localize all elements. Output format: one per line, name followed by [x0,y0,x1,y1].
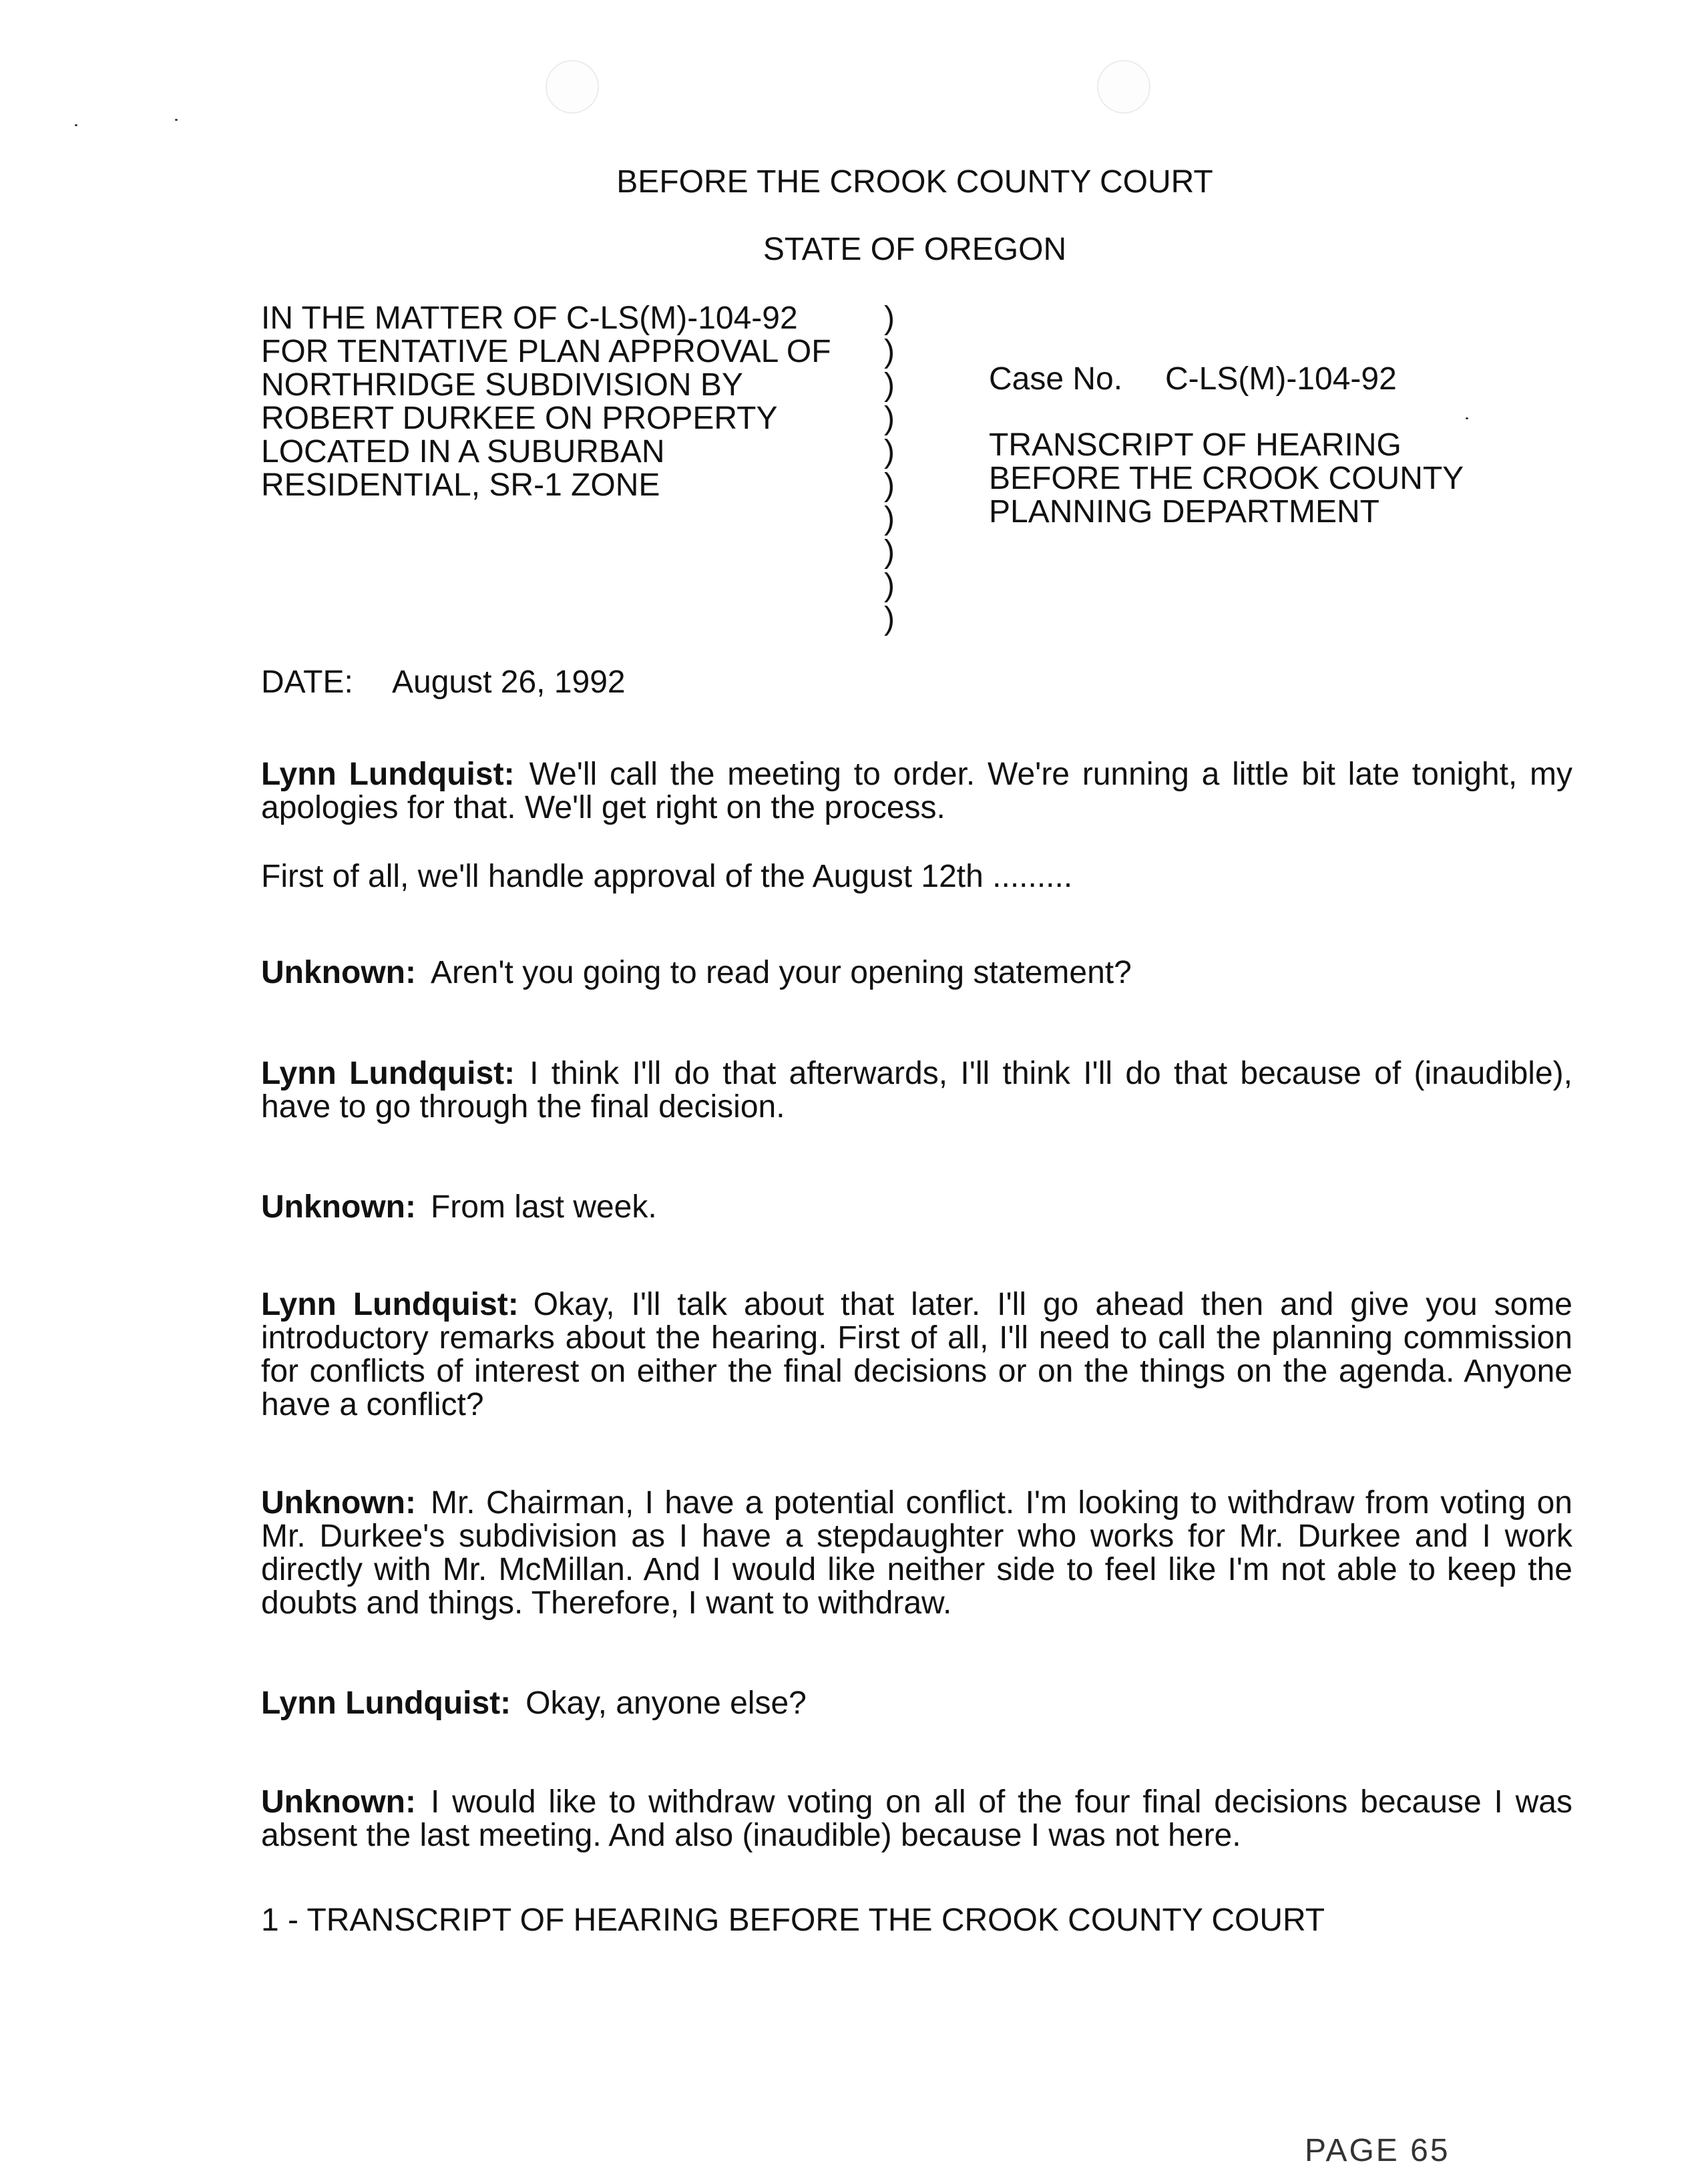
page-footer: 1 - TRANSCRIPT OF HEARING BEFORE THE CROOK COUNTY COURT [261,1903,1325,1938]
scan-speck [75,124,77,126]
transcript-title-line: TRANSCRIPT OF HEARING [989,427,1402,463]
case-number-line [989,363,1397,396]
punch-hole-left [546,60,599,114]
transcript-title [989,429,1464,529]
transcript-entry [261,1687,1572,1720]
speech-text: From last week. [430,1189,657,1225]
transcript-entry [261,1487,1572,1620]
speech-text: Okay, I'll talk about that later. I'll go ahead then and give you some introductory remarks about the hearing. First of all, I'll need to call the planning commission for conflicts of interest on either the final decisions or on the things on the agenda. Anyone have a conflict? [261,1287,1572,1422]
speech-text: I think I'll do that afterwards, I'll think I'll do that because of (inaudible), have to go through the final decision. [261,1056,1572,1125]
court-heading: BEFORE THE CROOK COUNTY COURT [616,164,1213,200]
speech-text: I would like to withdraw voting on all of the four final decisions because I was absent the last meeting. And also (inaudible) because I was not here. [261,1784,1572,1853]
date-value: August 26, 1992 [392,664,626,700]
punch-hole-right [1097,60,1150,114]
scan-speck [175,119,178,121]
transcript-title-line: BEFORE THE CROOK COUNTY [989,461,1464,496]
state-heading: STATE OF OREGON [763,232,1067,267]
caption-divider: ) ) ) ) ) ) ) ) ) ) [884,301,895,636]
case-number-value: C-LS(M)-104-92 [1165,361,1397,397]
transcript-entry [261,956,1572,990]
speech-text: We'll call the meeting to order. We're running a little bit late tonight, my apologies for that. We'll get right on the process. [261,757,1572,825]
case-number-label: Case No. [989,361,1123,397]
transcript-entry [261,1786,1572,1852]
speaker-name: Lynn Lundquist: [261,757,515,792]
speaker-name: Unknown: [261,1485,416,1521]
speech-text: Okay, anyone else? [525,1686,807,1721]
transcript-entry [261,1288,1572,1422]
speaker-name: Unknown: [261,1189,416,1225]
speaker-name: Lynn Lundquist: [261,1287,519,1322]
speaker-name: Lynn Lundquist: [261,1686,511,1721]
speaker-name: Unknown: [261,1784,416,1820]
page-stamp: PAGE 65 [1305,2133,1450,2168]
transcript-entry [261,1191,1572,1224]
transcript-entry [261,758,1572,825]
matter-caption: IN THE MATTER OF C-LS(M)-104-92 FOR TENTATIVE PLAN APPROVAL OF NORTHRIDGE SUBDIVISION BY ROBERT DURKEE ON PROPERTY LOCATED IN A SUBURBAN RESIDENTIAL, SR-1 ZONE [261,301,831,503]
scan-speck [1466,417,1468,419]
speaker-name: Unknown: [261,955,416,990]
speech-text: First of all, we'll handle approval of the August 12th ......... [261,859,1073,894]
hearing-date [261,664,626,701]
transcript-entry [261,1057,1572,1124]
date-label: DATE: [261,664,353,700]
speaker-name: Lynn Lundquist: [261,1056,515,1091]
transcript-title-line: PLANNING DEPARTMENT [989,494,1379,530]
transcript-entry [261,860,1572,894]
speech-text: Mr. Chairman, I have a potential conflict. I'm looking to withdraw from voting on Mr. Durkee's subdivision as I have a stepdaughter who works for Mr. Durkee and I work directly with Mr. McMillan. And I would like neither side to feel like I'm not able to keep the doubts and things. Therefore, I want to withdraw. [261,1485,1572,1621]
speech-text: Aren't you going to read your opening statement? [430,955,1132,990]
